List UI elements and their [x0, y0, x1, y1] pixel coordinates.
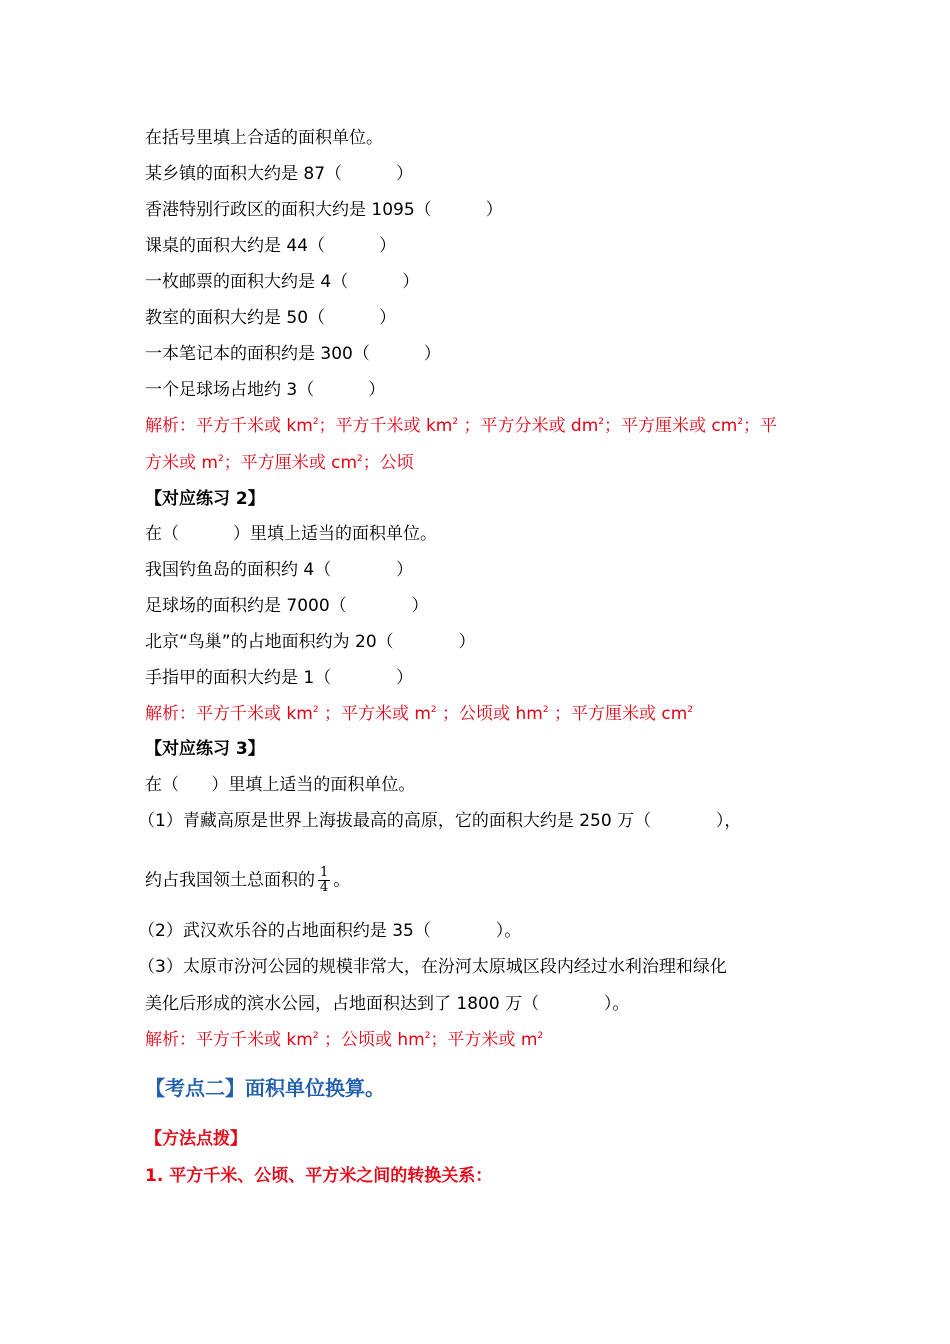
practice3-q2: （2）武汉欢乐谷的占地面积约是 35（ ）。	[138, 921, 522, 941]
answer-label: 解析：	[145, 416, 196, 436]
practice1-item: 香港特别行政区的面积大约是 1095（ ）	[145, 200, 503, 220]
intro-text: 在括号里填上合适的面积单位。	[145, 128, 383, 148]
practice3-q3a: （3）太原市汾河公园的规模非常大，在汾河太原城区段内经过水利治理和绿化	[138, 957, 727, 977]
answer3-line: 解析：平方千米或 $km^2$ ；公顷或 $hm^2$；平方米或 $m^2$	[145, 1030, 544, 1050]
method-title: 【方法点拨】	[145, 1129, 247, 1149]
practice2-item: 足球场的面积约是 7000（ ）	[145, 596, 429, 616]
practice2-item: 北京“鸟巢”的占地面积约为 20（ ）	[145, 632, 476, 652]
practice2-title: 【对应练习 2】	[145, 489, 265, 509]
practice3-q3b: 美化后形成的滨水公园，占地面积达到了 1800 万（ ）。	[145, 994, 630, 1014]
practice3-q1b: 约占我国领土总面积的 $\frac{1}{4}$ 。	[145, 865, 351, 895]
practice3-title: 【对应练习 3】	[145, 739, 265, 759]
practice3-intro: 在（ ）里填上适当的面积单位。	[145, 775, 416, 795]
practice1-item: 课桌的面积大约是 44（ ）	[145, 236, 397, 256]
section-heading: 【考点二】面积单位换算。	[145, 1076, 385, 1100]
practice1-item: 某乡镇的面积大约是 87（ ）	[145, 164, 414, 184]
practice1-item: 教室的面积大约是 50（ ）	[145, 308, 397, 328]
answer2-line: 解析：平方千米或 $km^2$ ；平方米或 $m^2$ ；公顷或 $hm^2$ ；平方厘米或 $cm^2$	[145, 704, 693, 724]
practice1-item: 一本笔记本的面积约是 300（ ）	[145, 344, 441, 364]
practice3-q1a: （1）青藏高原是世界上海拔最高的高原，它的面积大约是 250 万（ ），	[138, 811, 742, 831]
practice2-item: 我国钓鱼岛的面积约 4（ ）	[145, 560, 414, 580]
practice1-item: 一个足球场占地约 3（ ）	[145, 380, 386, 400]
practice2-item: 手指甲的面积大约是 1（ ）	[145, 668, 414, 688]
answer1-line2: 方米或 $m^2$；平方厘米或 $cm^2$；公顷	[145, 453, 414, 473]
method-item: 1. 平方千米、公顷、平方米之间的转换关系：	[145, 1166, 493, 1186]
practice1-item: 一枚邮票的面积大约是 4（ ）	[145, 272, 420, 292]
answer-label: 解析：	[145, 1030, 196, 1050]
fraction-one-quarter: $\frac{1}{4}$	[320, 865, 329, 895]
answer-label: 解析：	[145, 704, 196, 724]
answer1-line1: 解析：平方千米或 $km^2$；平方千米或 $km^2$ ；平方分米或 $dm^2$；平方厘米或 $cm^2$；平	[145, 416, 778, 436]
practice2-intro: 在（ ）里填上适当的面积单位。	[145, 524, 438, 544]
